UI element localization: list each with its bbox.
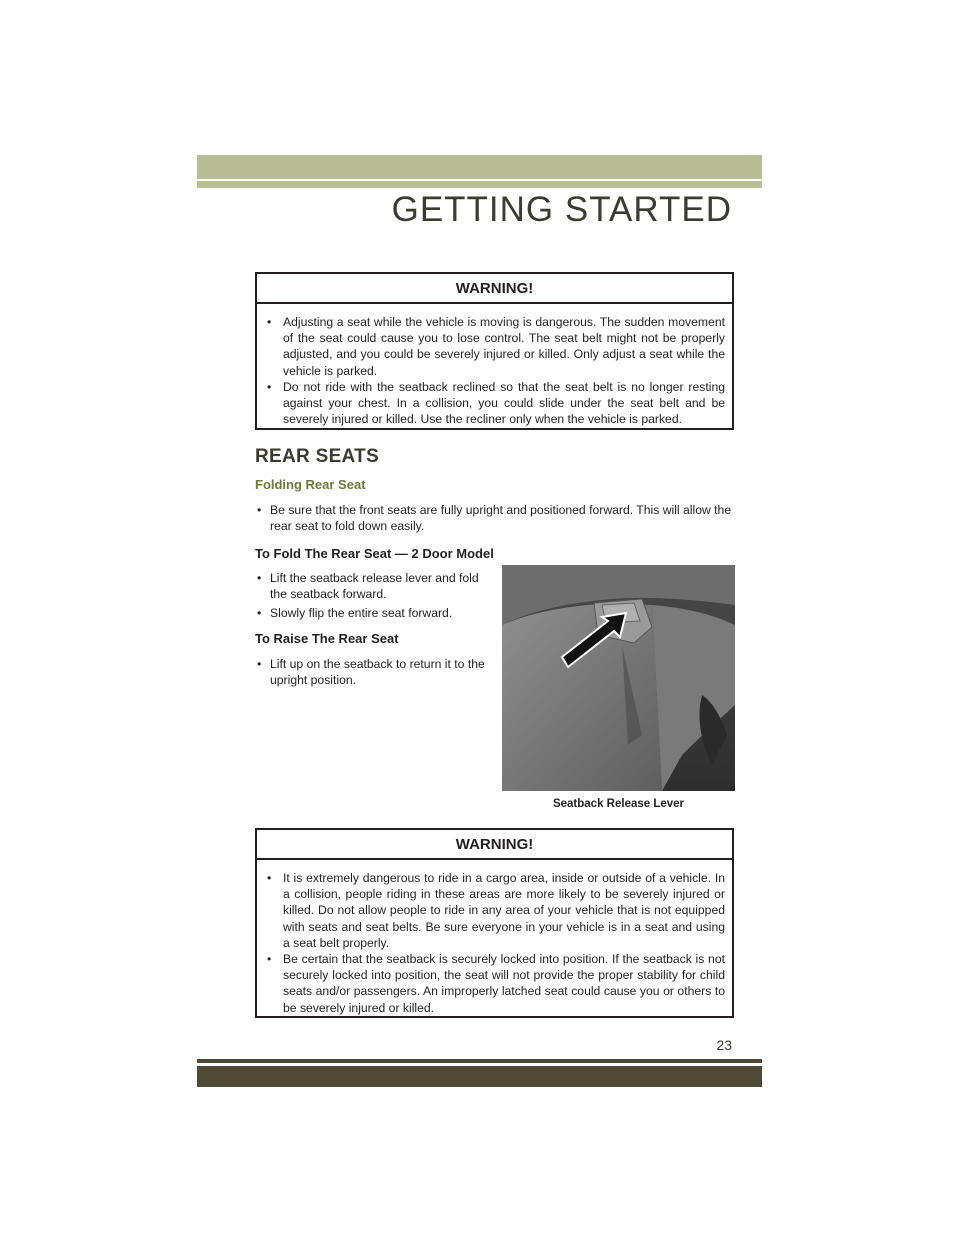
warning-list (257, 860, 732, 1024)
header-rule (197, 181, 762, 188)
rear-seats-heading: REAR SEATS (255, 446, 380, 467)
folding-rear-seat-subheading: Folding Rear Seat (255, 477, 366, 492)
raise-step (255, 656, 491, 688)
fold-step (255, 570, 491, 602)
warning-list (257, 304, 732, 435)
bullet-item: • Slowly flip the entire seat forward. (255, 605, 491, 621)
page-number: 23 (716, 1037, 732, 1053)
photo-caption: Seatback Release Lever (552, 798, 685, 810)
warning-title: WARNING! (257, 274, 732, 304)
warning-item: • Do not ride with the seatback reclined so that the seat belt is no longer resting against your chest. In a collision, you could slide under the seat belt and be severely injured or killed. Use the recliner only when the vehicle is parked. (267, 379, 725, 428)
footer-rule (197, 1059, 762, 1063)
section-title: GETTING STARTED (391, 190, 732, 229)
seatback-release-lever-photo (502, 565, 735, 791)
warning-box-seat-adjust (255, 272, 734, 430)
bullet-item: • Lift up on the seatback to return it to the upright position. (255, 656, 491, 688)
footer-band (197, 1066, 762, 1087)
bullet-item: • Be sure that the front seats are fully upright and positioned forward. This will allow the rear seat to fold down easily. (255, 502, 734, 534)
warning-title: WARNING! (257, 830, 732, 860)
raise-rear-seat-heading: To Raise The Rear Seat (255, 631, 399, 646)
warning-item: • It is extremely dangerous to ride in a cargo area, inside or outside of a vehicle. In a collision, people riding in these areas are more likely to be severely injured or killed. Do not allow people to ride in any area of your vehicle that is not equipped with seats and seat belts. Be sure everyone in your vehicle is in a seat and using a seat belt properly. (267, 870, 725, 951)
fold-step (255, 605, 491, 621)
warning-item: • Adjusting a seat while the vehicle is moving is dangerous. The sudden movement of the seat could cause you to lose control. The seat belt might not be properly adjusted, and you could be severely injured or killed. Only adjust a seat while the vehicle is parked. (267, 314, 725, 379)
bullet-item: • Lift the seatback release lever and fold the seatback forward. (255, 570, 491, 602)
warning-item: • Be certain that the seatback is securely locked into position. If the seatback is not securely locked into position, the seat will not provide the proper stability for child seats and/or passengers. An improperly latched seat could cause you or others to be severely injured or killed. (267, 951, 725, 1016)
warning-box-cargo (255, 828, 734, 1018)
intro-paragraph (255, 502, 734, 534)
seat-illustration (502, 565, 735, 791)
header-band (197, 155, 762, 179)
fold-2-door-heading: To Fold The Rear Seat — 2 Door Model (255, 546, 494, 561)
